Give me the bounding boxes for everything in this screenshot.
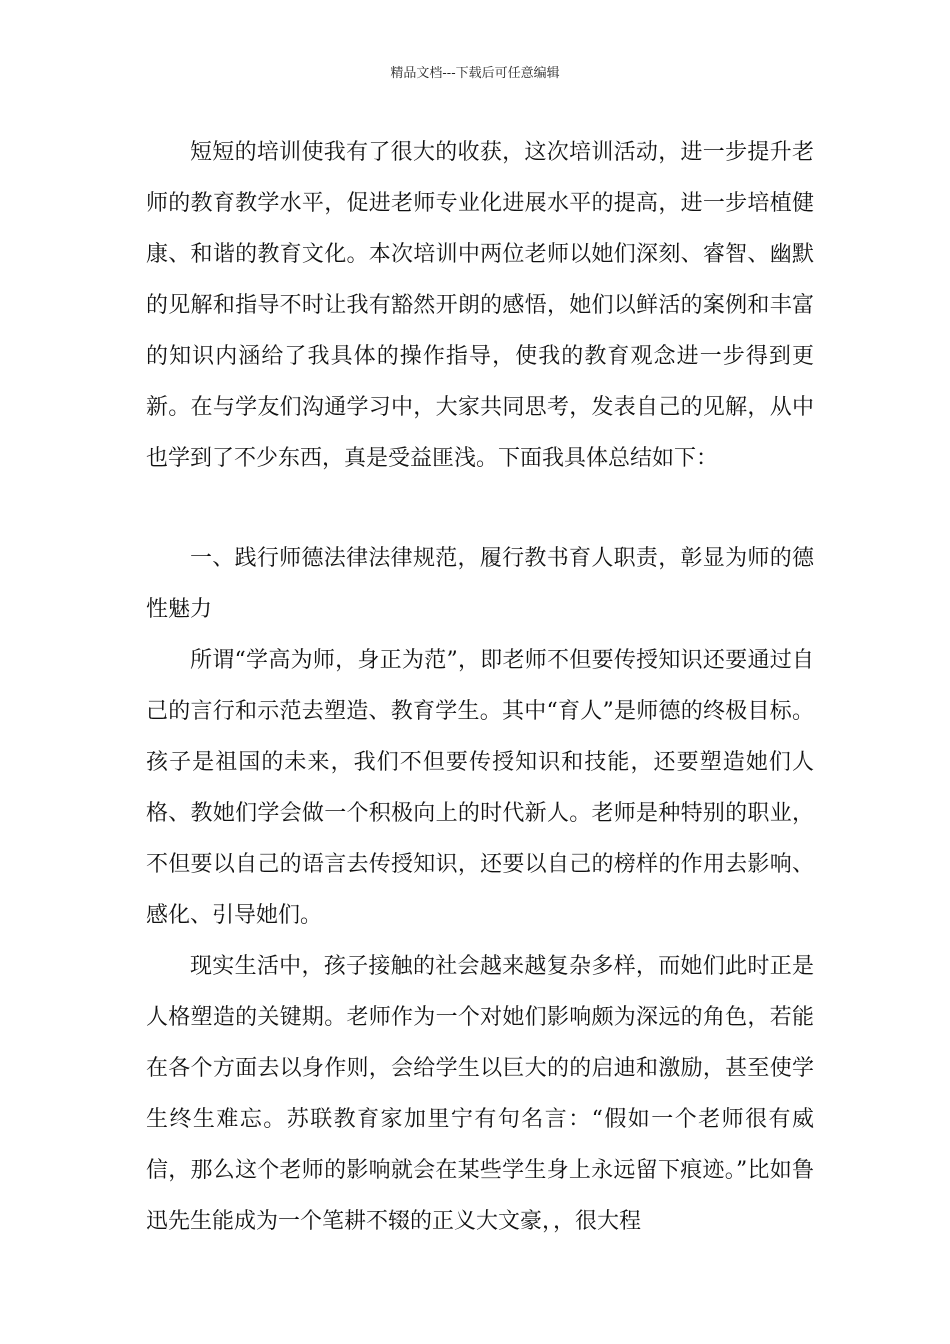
paragraph-body: 所谓“学高为师，身正为范”，即老师不但要传授知识还要通过自己的言行和示范去塑造、教育学生。其中“育人”是师德的终极目标。孩子是祖国的未来，我们不但要传授知识和技能，还要塑造她们人格、教她们学会做一个积极向上的时代新人。老师是种特别的职业，不但要以自己的语言去传授知识，还要以自己的榜样的作用去影响、感化、引导她们。 bbox=[146, 648, 814, 928]
paragraph-gap bbox=[146, 484, 814, 533]
section-heading: 一、践行师德法律法律规范，履行教书育人职责，彰显为师的德性魅力 bbox=[146, 546, 814, 622]
document-body bbox=[146, 127, 814, 1247]
paragraph-intro: 短短的培训使我有了很大的收获，这次培训活动，进一步提升老师的教育教学水平，促进老师专业化进展水平的提高，进一步培植健康、和谐的教育文化。本次培训中两位老师以她们深刻、睿智、幽默的见解和指导不时让我有豁然开朗的感悟，她们以鲜活的案例和丰富的知识内涵给了我具体的操作指导，使我的教育观念进一步得到更新。在与学友们沟通学习中，大家共同思考，发表自己的见解，从中也学到了不少东西，真是受益匪浅。下面我具体总结如下： bbox=[146, 140, 814, 471]
paragraph-body: 现实生活中，孩子接触的社会越来越复杂多样，而她们此时正是人格塑造的关键期。老师作为一个对她们影响颇为深远的角色，若能在各个方面去以身作则，会给学生以巨大的的启迪和激励，甚至使学生终生难忘。苏联教育家加里宁有句名言：“假如一个老师很有威信，那么这个老师的影响就会在某些学生身上永远留下痕迹。”比如鲁迅先生能成为一个笔耕不辍的正义大文豪，，很大程 bbox=[146, 954, 814, 1234]
page-header: 精品文档---下载后可任意编辑 bbox=[390, 66, 560, 81]
